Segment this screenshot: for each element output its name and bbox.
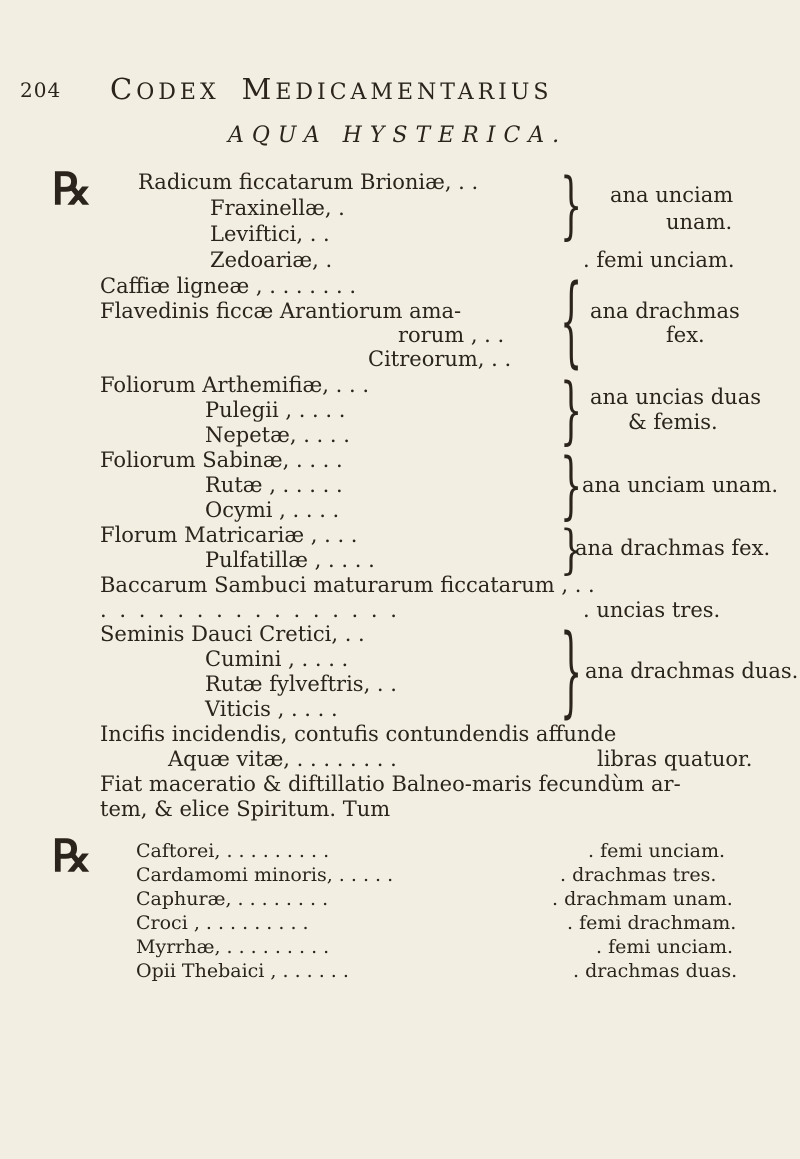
ingredient-line: rorum , . . <box>398 323 505 347</box>
dose: ana unciam <box>610 183 734 207</box>
ingredient-line: Pulfatillæ , . . . . <box>205 548 375 572</box>
ingredient-line: Radicum ficcatarum Brioniæ, . . <box>138 170 479 194</box>
ingredient-line: Zedoariæ, . <box>210 248 333 272</box>
ingredient-line: Opii Thebaici , . . . . . . <box>136 960 349 982</box>
ingredient-line: Florum Matricariæ , . . . <box>100 523 358 547</box>
grouping-brace: } <box>560 613 583 729</box>
instruction-line: Aquæ vitæ, . . . . . . . . <box>168 747 397 771</box>
ingredient-line: Croci , . . . . . . . . . <box>136 912 309 934</box>
ingredient-line: Baccarum Sambuci maturarum ficcatarum , . . <box>100 573 595 597</box>
dose: ana drachmas <box>590 299 740 323</box>
ingredient-line: Nepetæ, . . . . <box>205 423 350 447</box>
dose: unam. <box>666 210 733 234</box>
dose: . drachmas tres. <box>560 864 717 886</box>
dose: . femi unciam. <box>583 248 735 272</box>
ingredient-line: Leviftici, . . <box>210 222 330 246</box>
page-number: 204 <box>20 78 62 102</box>
dot-leader-line: . . . . . . . . . . . . . . . . <box>100 598 400 622</box>
ingredient-line: Citreorum, . . <box>368 347 512 371</box>
ingredient-line: Caftorei, . . . . . . . . . <box>136 840 330 862</box>
grouping-brace: } <box>560 518 583 580</box>
instruction-line: tem, & elice Spiritum. Tum <box>100 797 391 821</box>
dose: ana drachmas fex. <box>575 536 771 560</box>
ingredient-line: Viticis , . . . . <box>205 697 338 721</box>
ingredient-line: Seminis Dauci Cretici, . . <box>100 622 365 646</box>
dose: libras quatuor. <box>597 747 753 771</box>
dose: ana uncias duas <box>590 385 762 409</box>
instruction-line: Incifis incidendis, contufis contundendis affunde <box>100 722 617 746</box>
grouping-brace: } <box>560 441 583 528</box>
ingredient-line: Flavedinis ficcæ Arantiorum ama- <box>100 299 462 323</box>
dose: . drachmas duas. <box>573 960 738 982</box>
dose: fex. <box>666 323 705 347</box>
grouping-brace: } <box>560 366 583 453</box>
dose: . femi drachmam. <box>567 912 737 934</box>
dose: ana drachmas duas. <box>585 659 799 683</box>
ingredient-line: Caphuræ, . . . . . . . . <box>136 888 329 910</box>
ingredient-line: Cardamomi minoris, . . . . . <box>136 864 394 886</box>
ingredient-line: Rutæ fylveftris, . . <box>205 672 397 696</box>
recipe-symbol: ℞ <box>52 164 92 215</box>
dose: . drachmam unam. <box>552 888 733 910</box>
instruction-line: Fiat maceratio & diftillatio Balneo-maris fecundùm ar- <box>100 772 681 796</box>
dose: . uncias tres. <box>583 598 721 622</box>
ingredient-line: Pulegii , . . . . <box>205 398 346 422</box>
ingredient-line: Ocymi , . . . . <box>205 498 340 522</box>
ingredient-line: Foliorum Sabinæ, . . . . <box>100 448 343 472</box>
ingredient-line: Caffiæ ligneæ , . . . . . . . <box>100 274 357 298</box>
dose: & femis. <box>628 410 718 434</box>
dose: . femi unciam. <box>588 840 726 862</box>
ingredient-line: Cumini , . . . . <box>205 647 349 671</box>
dose: ana unciam unam. <box>582 473 779 497</box>
dose: . femi unciam. <box>596 936 734 958</box>
ingredient-line: Foliorum Arthemifiæ, . . . <box>100 373 369 397</box>
section-title: AQUA HYSTERICA. <box>228 123 568 148</box>
grouping-brace: { <box>560 263 583 379</box>
grouping-brace: } <box>560 161 583 248</box>
ingredient-line: Myrrhæ, . . . . . . . . . <box>136 936 330 958</box>
ingredient-line: Fraxinellæ, . <box>210 196 345 220</box>
recipe-symbol: ℞ <box>52 831 92 882</box>
running-title: CODEX MEDICAMENTARIUS <box>110 72 553 106</box>
ingredient-line: Rutæ , . . . . . <box>205 473 343 497</box>
